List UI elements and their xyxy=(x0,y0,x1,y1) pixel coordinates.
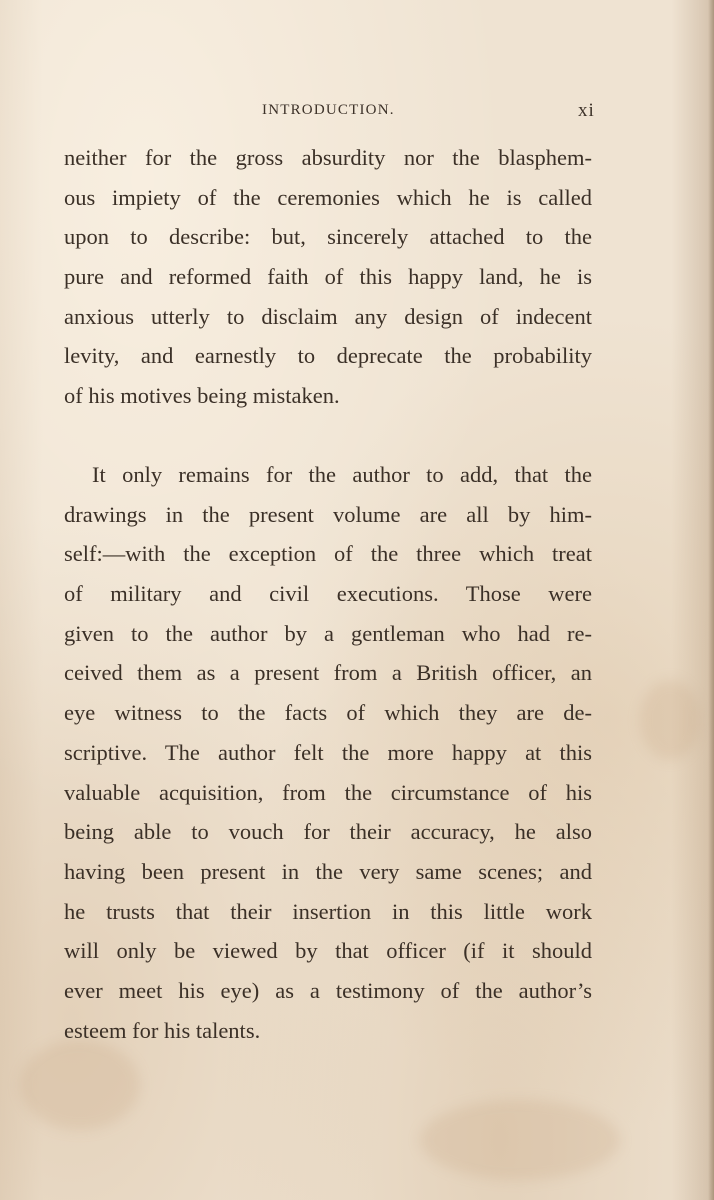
text-line: levity, and earnestly to deprecate the probability xyxy=(64,343,592,369)
page-number: xi xyxy=(578,100,595,121)
paper-stain xyxy=(640,680,700,760)
paper-stain xyxy=(20,1040,140,1130)
text-line: eye witness to the facts of which they are de- xyxy=(64,700,592,726)
text-line: upon to describe: but, sincerely attached to the xyxy=(64,224,592,250)
text-line: scriptive. The author felt the more happy at this xyxy=(64,739,592,765)
text-line: ceived them as a present from a British officer, an xyxy=(64,660,592,686)
text-line: given to the author by a gentleman who had re- xyxy=(64,620,592,646)
paper-stain xyxy=(420,1100,620,1180)
text-line: will only be viewed by that officer (if it should xyxy=(64,938,592,964)
text-line: drawings in the present volume are all by him- xyxy=(64,501,592,527)
text-line: neither for the gross absurdity nor the blasphem- xyxy=(64,145,592,170)
running-title: INTRODUCTION. xyxy=(262,102,395,118)
text-line: pure and reformed faith of this happy land, he is xyxy=(64,264,592,290)
page-edge-shadow xyxy=(708,0,714,1200)
paragraph-2 xyxy=(64,455,592,1050)
text-line: having been present in the very same scenes; and xyxy=(64,858,592,884)
text-line: ever meet his eye) as a testimony of the author’s xyxy=(64,977,592,1003)
text-line: esteem for his talents. xyxy=(64,1017,261,1043)
text-line: of military and civil executions. Those were xyxy=(64,581,592,607)
text-line: anxious utterly to disclaim any design of indecent xyxy=(64,303,592,329)
paragraph-1 xyxy=(64,138,592,416)
text-line: valuable acquisition, from the circumstance of his xyxy=(64,779,592,805)
text-line: It only remains for the author to add, that the xyxy=(92,462,592,487)
text-line: being able to vouch for their accuracy, he also xyxy=(64,819,592,845)
page-header xyxy=(0,100,714,130)
text-line: he trusts that their insertion in this little work xyxy=(64,898,592,924)
text-line: self:—with the exception of the three which treat xyxy=(64,541,592,567)
text-line: of his motives being mistaken. xyxy=(64,383,340,409)
text-line: ous impiety of the ceremonies which he is called xyxy=(64,184,592,210)
